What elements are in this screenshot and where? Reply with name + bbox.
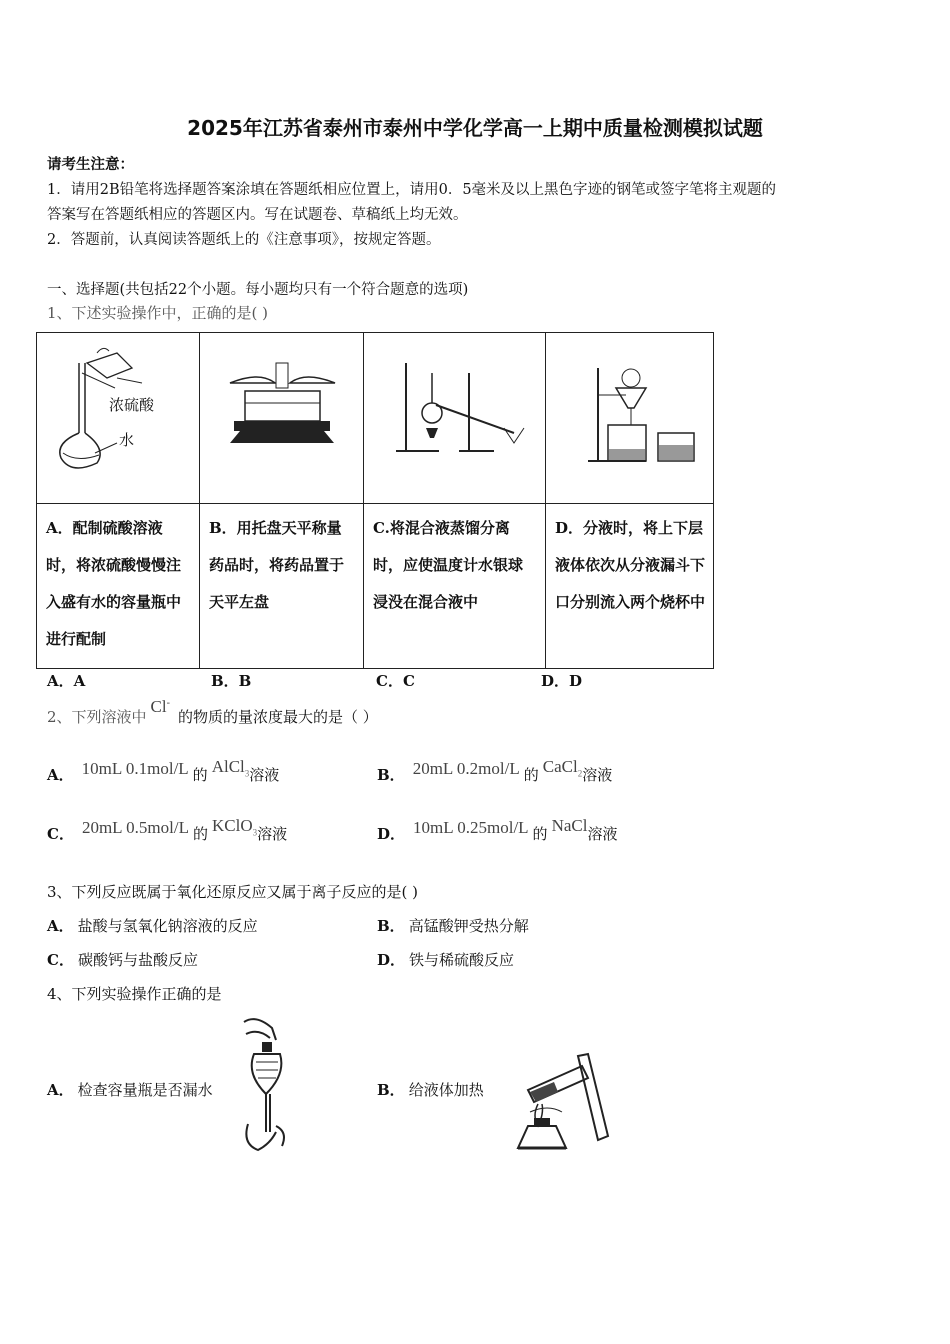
option-text: 碳酸钙与盐酸反应 bbox=[77, 951, 198, 969]
q4-option-a[interactable] bbox=[47, 1079, 213, 1100]
q2-stem-suffix: 的物质的量浓度最大的是（ ） bbox=[177, 708, 378, 726]
q3-option-a[interactable] bbox=[47, 915, 258, 936]
option-letter: D． bbox=[377, 825, 406, 843]
option-text: 检查容量瓶是否漏水 bbox=[77, 1081, 213, 1099]
option-text: 高锰酸钾受热分解 bbox=[408, 917, 529, 935]
option-de: 的 bbox=[532, 825, 548, 843]
option-formula bbox=[552, 816, 588, 835]
q1-cell-d: D．分液时，将上下层液体依次从分液漏斗下口分别流入两个烧杯中 bbox=[546, 504, 714, 669]
q1-image-c bbox=[364, 333, 546, 504]
notice-line-1a: 1．请用2B铅笔将选择题答案涂填在答题纸相应位置上，请用0．5毫米及以上黑色字迹的钢笔或签字笔将主观题的 bbox=[47, 182, 777, 198]
q2-chloride-ion bbox=[151, 697, 170, 716]
option-formula bbox=[542, 757, 583, 779]
option-text: 给液体加热 bbox=[408, 1081, 484, 1099]
q1-image-b bbox=[200, 333, 364, 504]
q1-stem: 1、下述实验操作中，正确的是( ) bbox=[47, 304, 269, 322]
notice-heading: 请考生注意： bbox=[47, 156, 134, 173]
q4-option-b[interactable] bbox=[377, 1079, 484, 1100]
ion-symbol: Cl bbox=[150, 697, 167, 716]
q3-stem: 3、下列反应既属于氧化还原反应又属于离子反应的是( ) bbox=[47, 883, 419, 901]
option-suffix: 溶液 bbox=[257, 825, 288, 843]
option-formula bbox=[211, 757, 250, 779]
option-letter: A． bbox=[47, 766, 74, 784]
q2-option-d[interactable] bbox=[377, 816, 618, 845]
formula-text: KClO bbox=[212, 816, 253, 835]
q1-image-d bbox=[546, 333, 714, 504]
q1-cell-b: B．用托盘天平称量药品时，将药品置于天平左盘 bbox=[200, 504, 364, 669]
q1-option-d[interactable]: D．D bbox=[541, 672, 583, 690]
q1-cell-c: C.将混合液蒸馏分离时，应使温度计水银球浸没在混合液中 bbox=[364, 504, 546, 669]
separatory-funnel-icon bbox=[546, 333, 713, 503]
label-water: 水 bbox=[119, 431, 135, 449]
q1-cell-a: A．配制硫酸溶液时，将浓硫酸慢慢注入盛有水的容量瓶中进行配制 bbox=[37, 504, 200, 669]
option-text: 盐酸与氢氧化钠溶液的反应 bbox=[77, 917, 258, 935]
option-text: 铁与稀硫酸反应 bbox=[409, 951, 515, 969]
section-heading: 一、选择题(共包括22个小题。每小题均只有一个符合题意的选项) bbox=[47, 282, 469, 298]
formula-sub: 2 bbox=[577, 768, 583, 779]
option-de: 的 bbox=[192, 825, 208, 843]
q2-option-a[interactable] bbox=[47, 757, 280, 786]
formula-text: CaCl bbox=[542, 757, 578, 776]
option-de: 的 bbox=[523, 766, 539, 784]
q2-stem bbox=[47, 697, 378, 727]
option-amount: 20mL 0.5mol/L bbox=[81, 818, 189, 837]
balance-icon bbox=[200, 333, 363, 503]
liquid-heating-icon bbox=[508, 1052, 612, 1156]
option-letter: A． bbox=[47, 1081, 74, 1099]
formula-text: AlCl bbox=[211, 757, 245, 776]
flask-leak-check-icon bbox=[236, 1014, 298, 1156]
option-suffix: 溶液 bbox=[582, 766, 613, 784]
notice-line-2: 2．答题前，认真阅读答题纸上的《注意事项》，按规定答题。 bbox=[47, 232, 441, 248]
distillation-apparatus-icon bbox=[364, 333, 545, 503]
option-suffix: 溶液 bbox=[249, 766, 280, 784]
q4-stem: 4、下列实验操作正确的是 bbox=[47, 985, 222, 1003]
q3-option-d[interactable] bbox=[377, 949, 514, 970]
q3-option-b[interactable] bbox=[377, 915, 529, 936]
label-concentrated-acid: 浓硫酸 bbox=[109, 396, 155, 414]
option-suffix: 溶液 bbox=[587, 825, 618, 843]
option-formula bbox=[212, 816, 258, 838]
option-letter: A． bbox=[47, 917, 74, 935]
option-letter: C． bbox=[47, 951, 74, 969]
q1-option-a[interactable]: A．A bbox=[47, 672, 86, 690]
formula-sub: 3 bbox=[244, 768, 250, 779]
q2-option-b[interactable] bbox=[377, 757, 613, 786]
q1-option-b[interactable]: B．B bbox=[211, 672, 252, 690]
option-letter: B． bbox=[377, 1081, 405, 1099]
q3-option-c[interactable] bbox=[47, 949, 198, 970]
q1-image-a bbox=[37, 333, 200, 504]
q2-option-c[interactable] bbox=[47, 816, 288, 845]
volumetric-flask-icon bbox=[37, 333, 199, 503]
formula-sub: 3 bbox=[252, 827, 258, 838]
option-amount: 20mL 0.2mol/L bbox=[412, 759, 520, 778]
q1-table bbox=[36, 332, 714, 669]
formula-text: NaCl bbox=[551, 816, 588, 835]
option-letter: B． bbox=[377, 917, 405, 935]
ion-charge: - bbox=[166, 697, 170, 709]
option-letter: D． bbox=[377, 951, 406, 969]
option-amount: 10mL 0.1mol/L bbox=[81, 759, 189, 778]
option-letter: B． bbox=[377, 766, 405, 784]
q1-option-c[interactable]: C．C bbox=[376, 672, 415, 690]
notice-line-1b: 答案写在答题纸相应的答题区内。写在试题卷、草稿纸上均无效。 bbox=[47, 207, 468, 223]
page-title: 2025年江苏省泰州市泰州中学化学高一上期中质量检测模拟试题 bbox=[187, 116, 763, 140]
q2-stem-prefix: 2、下列溶液中 bbox=[47, 708, 147, 726]
option-de: 的 bbox=[192, 766, 208, 784]
option-letter: C． bbox=[47, 825, 74, 843]
option-amount: 10mL 0.25mol/L bbox=[413, 818, 529, 837]
